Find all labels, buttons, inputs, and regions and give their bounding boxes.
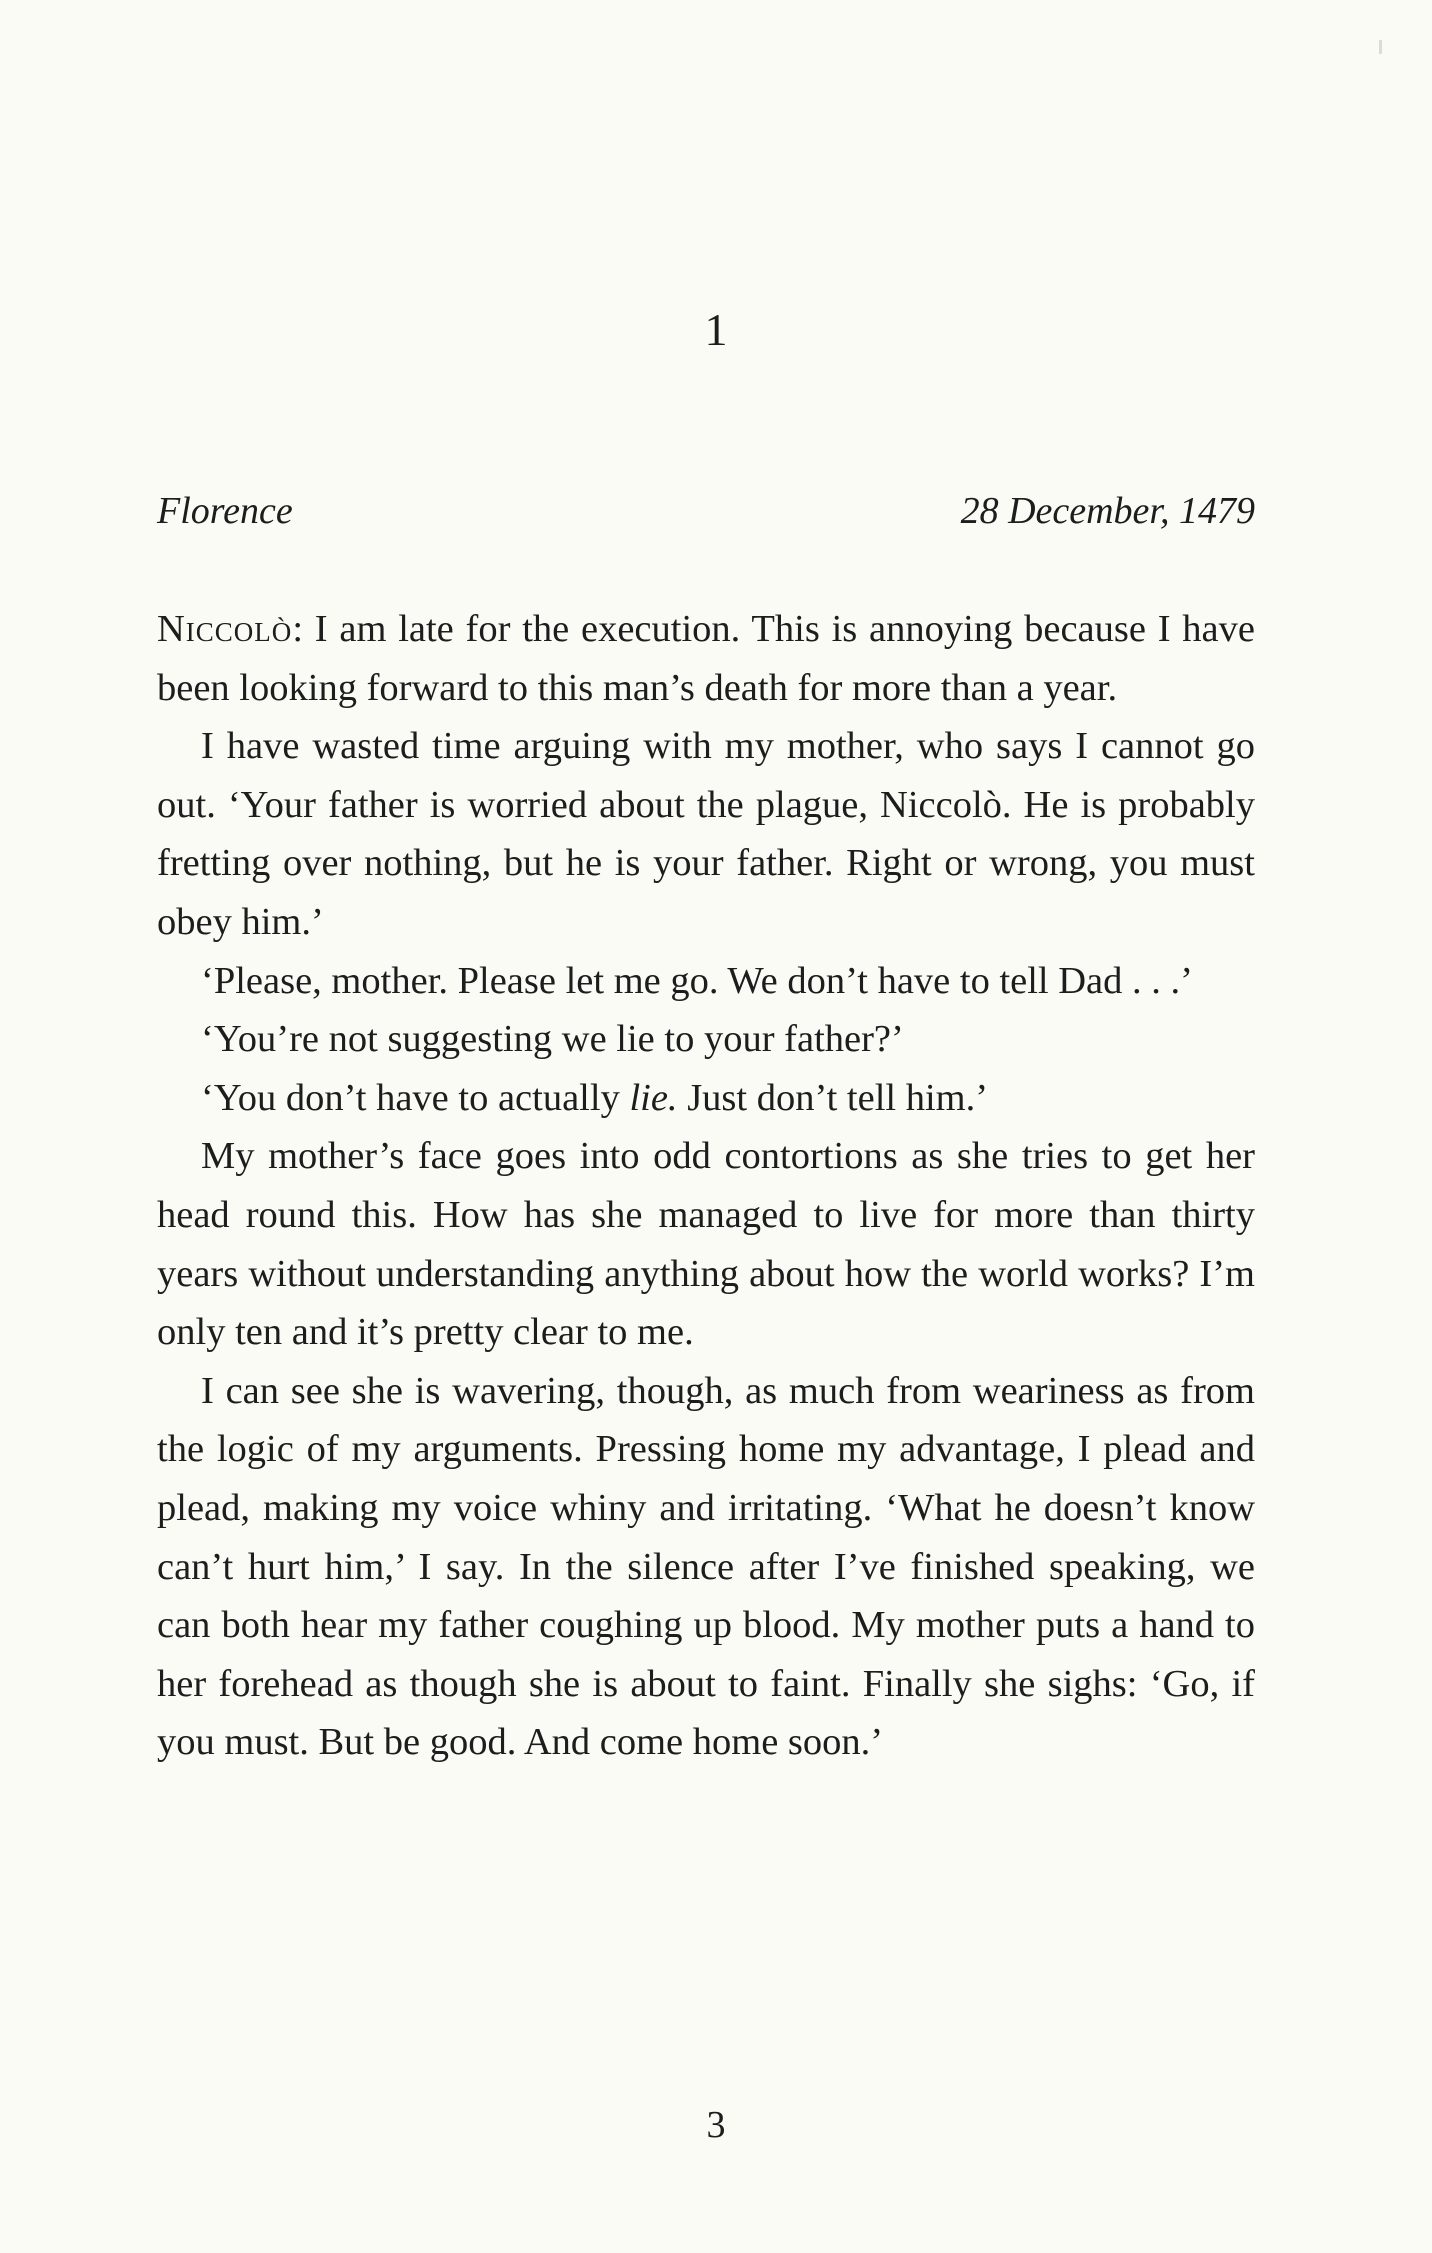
dateline-date: 28 December, 1479: [960, 490, 1255, 532]
paragraph-text: Just don’t tell him.’: [677, 1076, 989, 1119]
paragraph-text: My mother’s face goes into odd contortions as she tries to get her head round this. How has she managed to live for more than thirty years without understanding anything about how the world works? I’m only ten and it’s pretty clear to me.: [157, 1135, 1255, 1354]
dateline-place: Florence: [157, 490, 293, 532]
paragraph: [157, 1127, 1255, 1361]
speaker-name: Niccolò: [157, 608, 293, 650]
paragraph-text: ‘You don’t have to actually: [201, 1076, 630, 1119]
chapter-number: 1: [704, 304, 728, 355]
paragraph: [157, 1362, 1255, 1772]
body-text: [157, 600, 1255, 1772]
paragraph-text: ‘Please, mother. Please let me go. We don’t have to tell Dad . . .’: [201, 959, 1193, 1002]
emphasized-word: lie.: [629, 1076, 678, 1119]
paragraph: [157, 1069, 1255, 1128]
paragraph-text: I have wasted time arguing with my mother, who says I cannot go out. ‘Your father is worried about the plague, Niccolò. He is probably fretting over nothing, but he is your father. Right or wrong, you must obey him.’: [157, 725, 1255, 943]
dateline: [157, 485, 1255, 537]
paragraph-text: ‘You’re not suggesting we lie to your father?’: [201, 1018, 904, 1061]
paragraph: [157, 1010, 1255, 1069]
paragraph-text: I can see she is wavering, though, as much from weariness as from the logic of my arguments. Pressing home my advantage, I plead and plead, making my voice whiny and irritating. ‘What he doesn’t know can’t hurt him,’ I say. In the silence after I’ve finished speaking, we can both hear my father coughing up blood. My mother puts a hand to her forehead as though she is about to faint. Finally she sighs: ‘Go, if you must. But be good. And come home soon.’: [157, 1369, 1255, 1764]
paragraph: [157, 600, 1255, 717]
scan-mark: [1379, 40, 1382, 54]
page-number: 3: [706, 2104, 726, 2146]
paragraph: [157, 717, 1255, 951]
paragraph: [157, 952, 1255, 1011]
paragraph-text: : I am late for the execution. This is annoying because I have been looking forward to this man’s death for more than a year.: [157, 608, 1255, 709]
